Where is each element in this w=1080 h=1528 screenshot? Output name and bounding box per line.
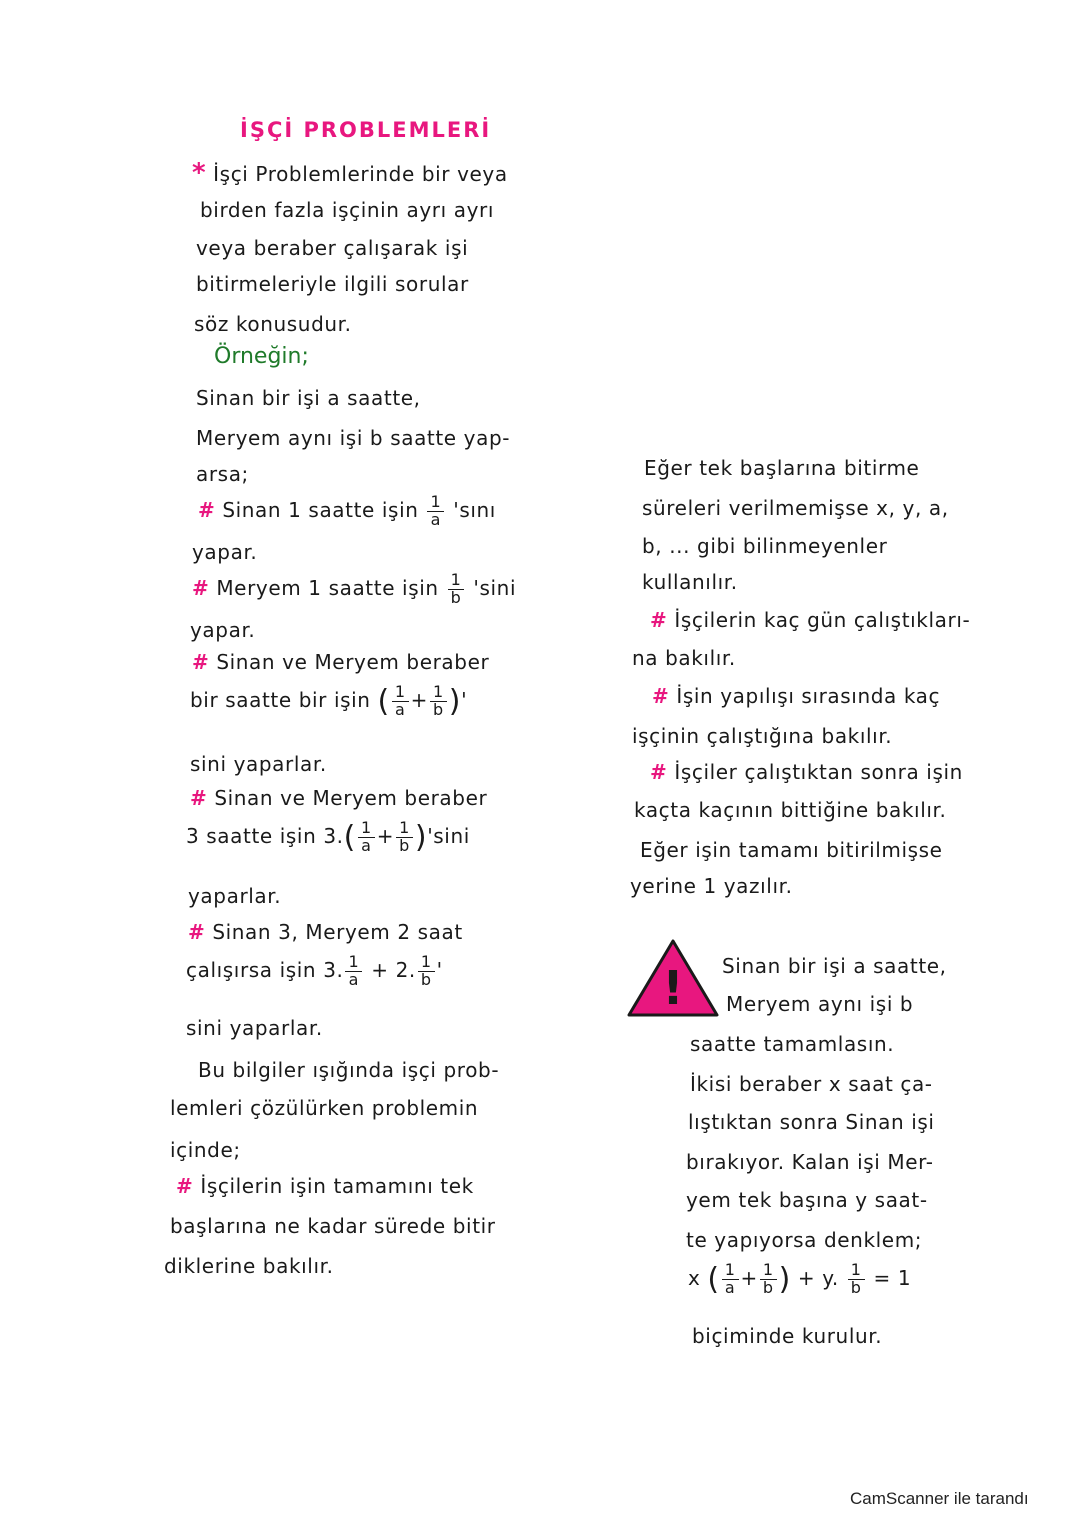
- bullet-6-line-1: # İşçilerin işin tamamını tek: [176, 1174, 474, 1198]
- bullet-2-cont: yapar.: [190, 618, 256, 642]
- bullet-8-line-2: işçinin çalıştığına bakılır.: [632, 724, 893, 748]
- bullet-5-line-2: çalışırsa işin 3. $\frac{1}{a}$ + 2. $\frac{1}{b}$ ': [186, 952, 443, 989]
- warning-line-5: lıştıktan sonra Sinan işi: [688, 1110, 935, 1134]
- bullet-1: # Sinan 1 saatte işin $\frac{1}{a}$ 'sını: [198, 492, 496, 529]
- intro-line-1: * İşçi Problemlerinde bir veya: [192, 158, 508, 188]
- bullet-6-line-3: diklerine bakılır.: [164, 1254, 334, 1278]
- example-line-2: Meryem aynı işi b saatte yap-: [196, 426, 511, 450]
- hash-icon: #: [198, 497, 216, 522]
- hash-icon: #: [650, 760, 668, 784]
- bullet-5-line-1: # Sinan 3, Meryem 2 saat: [188, 920, 463, 944]
- page-title: İŞÇİ PROBLEMLERİ: [240, 118, 492, 142]
- warning-triangle-icon: [626, 938, 720, 1018]
- hash-icon: #: [192, 650, 210, 674]
- intro-line-4: bitirmeleriyle ilgili sorular: [196, 272, 469, 296]
- warning-equation: x ( $\frac{1}{a}$ + $\frac{1}{b}$ ) + y. $\frac{1}{b}$ = 1: [688, 1260, 912, 1297]
- fraction-1-over-a: $\frac{1}{a}$: [427, 494, 444, 529]
- bullet-4-cont: yaparlar.: [188, 884, 282, 908]
- intro-line-2: birden fazla işçinin ayrı ayrı: [200, 198, 495, 222]
- example-line-3: arsa;: [196, 462, 249, 486]
- example-heading: Örneğin;: [214, 344, 309, 369]
- right-line-2: süreleri verilmemişse x, y, a,: [642, 496, 949, 520]
- scanner-watermark: CamScanner ile tarandı: [850, 1489, 1029, 1508]
- bullet-3-line-2: bir saatte bir işin ( $\frac{1}{a}$ + $\frac{1}{b}$ )': [190, 682, 468, 719]
- warning-line-4: İkisi beraber x saat ça-: [690, 1072, 933, 1096]
- bullet-3-cont: sini yaparlar.: [190, 752, 327, 776]
- bullet-4-line-2: 3 saatte işin 3.( $\frac{1}{a}$ + $\frac{1}{b}$ )'sini: [186, 818, 470, 855]
- hash-icon: #: [188, 920, 206, 944]
- intro-line-5: söz konusudur.: [194, 312, 352, 336]
- asterisk-icon: *: [192, 158, 207, 188]
- warning-line-1: Sinan bir işi a saatte,: [722, 954, 947, 978]
- bullet-9-line-1: # İşçiler çalıştıktan sonra işin: [650, 760, 963, 784]
- hash-icon: #: [192, 575, 210, 600]
- warning-line-2: Meryem aynı işi b: [726, 992, 914, 1016]
- bullet-8-line-1: # İşin yapılışı sırasında kaç: [652, 684, 941, 708]
- right-line-3: b, ... gibi bilinmeyenler: [642, 534, 888, 558]
- hash-icon: #: [176, 1174, 194, 1198]
- bullet-9-line-3: Eğer işin tamamı bitirilmişse: [640, 838, 943, 862]
- bullet-2: # Meryem 1 saatte işin $\frac{1}{b}$ 'sini: [192, 570, 517, 607]
- bullet-6-line-2: başlarına ne kadar sürede bitir: [170, 1214, 496, 1238]
- summary-line-1: Bu bilgiler ışığında işçi prob-: [198, 1058, 500, 1082]
- hash-icon: #: [190, 786, 208, 810]
- right-line-1: Eğer tek başlarına bitirme: [644, 456, 920, 480]
- bullet-3-line-1: # Sinan ve Meryem beraber: [192, 650, 490, 674]
- hash-icon: #: [650, 608, 668, 632]
- summary-line-3: içinde;: [170, 1138, 241, 1162]
- warning-line-3: saatte tamamlasın.: [690, 1032, 895, 1056]
- summary-line-2: lemleri çözülürken problemin: [170, 1096, 479, 1120]
- bullet-4-line-1: # Sinan ve Meryem beraber: [190, 786, 488, 810]
- bullet-7-line-1: # İşçilerin kaç gün çalıştıkları-: [650, 608, 971, 632]
- warning-closing: biçiminde kurulur.: [692, 1324, 883, 1348]
- bullet-7-line-2: na bakılır.: [632, 646, 736, 670]
- intro-line-3: veya beraber çalışarak işi: [196, 236, 469, 260]
- fraction-1-over-b: $\frac{1}{b}$: [448, 572, 465, 607]
- bullet-5-cont: sini yaparlar.: [186, 1016, 323, 1040]
- warning-line-7: yem tek başına y saat-: [686, 1188, 928, 1212]
- hash-icon: #: [652, 684, 670, 708]
- warning-line-6: bırakıyor. Kalan işi Mer-: [686, 1150, 934, 1174]
- warning-line-8: te yapıyorsa denklem;: [686, 1228, 923, 1252]
- svg-text:!: !: [662, 961, 684, 1015]
- right-line-4: kullanılır.: [642, 570, 738, 594]
- bullet-9-line-2: kaçta kaçının bittiğine bakılır.: [634, 798, 947, 822]
- bullet-9-line-4: yerine 1 yazılır.: [630, 874, 793, 898]
- bullet-1-cont: yapar.: [192, 540, 258, 564]
- example-line-1: Sinan bir işi a saatte,: [196, 386, 421, 410]
